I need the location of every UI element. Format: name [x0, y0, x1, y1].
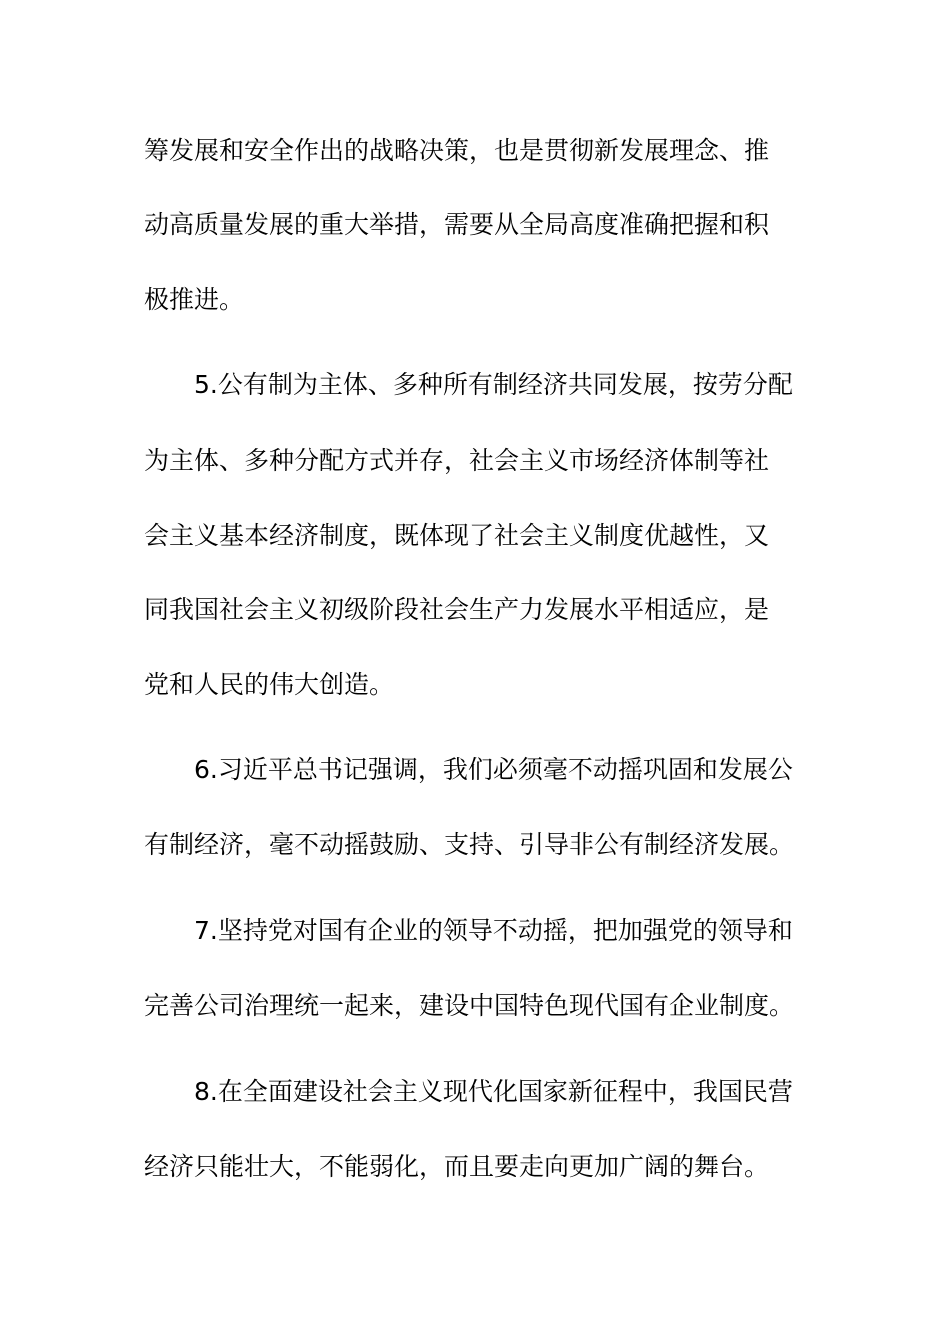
paragraph-1-line-1: 筹发展和安全作出的战略决策，也是贯彻新发展理念、推 — [144, 136, 770, 165]
paragraph-3-line-1: 6.习近平总书记强调，我们必须毫不动摇巩固和发展公 — [194, 755, 793, 784]
paragraph-2-line-1: 5.公有制为主体、多种所有制经济共同发展，按劳分配 — [194, 370, 793, 399]
paragraph-1-line-2: 动高质量发展的重大举措，需要从全局高度准确把握和积 — [144, 210, 770, 239]
paragraph-2-line-4: 同我国社会主义初级阶段社会生产力发展水平相适应，是 — [144, 595, 770, 624]
paragraph-2-line-2: 为主体、多种分配方式并存，社会主义市场经济体制等社 — [144, 446, 770, 475]
paragraph-2-line-5: 党和人民的伟大创造。 — [144, 670, 395, 699]
paragraph-4-line-2: 完善公司治理统一起来，建设中国特色现代国有企业制度。 — [144, 991, 795, 1020]
paragraph-3-line-2: 有制经济，毫不动摇鼓励、支持、引导非公有制经济发展。 — [144, 830, 795, 859]
paragraph-1-line-3: 极推进。 — [144, 285, 245, 314]
paragraph-2-line-3: 会主义基本经济制度，既体现了社会主义制度优越性，又 — [144, 521, 770, 550]
paragraph-5-line-2: 经济只能壮大，不能弱化，而且要走向更加广阔的舞台。 — [144, 1152, 770, 1181]
paragraph-5-line-1: 8.在全面建设社会主义现代化国家新征程中，我国民营 — [194, 1077, 793, 1106]
paragraph-4-line-1: 7.坚持党对国有企业的领导不动摇，把加强党的领导和 — [194, 916, 793, 945]
